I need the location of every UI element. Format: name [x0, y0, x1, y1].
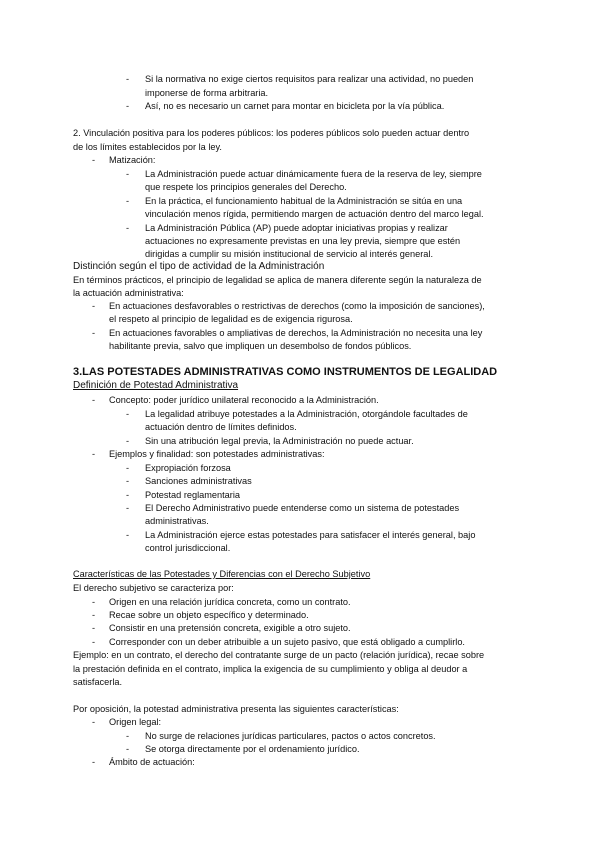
bullet-dash: - — [92, 155, 96, 165]
bullet-dash: - — [126, 409, 130, 419]
matizacion-item-2-line-1: En la práctica, el funcionamiento habitual de la Administración se sitúa en una — [145, 196, 463, 206]
ejemplo-line-2: la prestación definida en el contrato, implica la exigencia de su cumplimiento y obliga al deudor a — [73, 664, 468, 674]
definicion-title: Definición de Potestad Administrativa — [73, 380, 239, 391]
concepto-item-1-line-1: La legalidad atribuye potestades a la Administración, otorgándole facultades de — [145, 409, 468, 419]
concepto-item-2-line-1: Sin una atribución legal previa, la Administración no puede actuar. — [145, 436, 414, 446]
bullet-dash: - — [126, 223, 130, 233]
bullet-dash: - — [126, 436, 130, 446]
ejemplo-line-3: satisfacerla. — [73, 677, 123, 687]
bullet-dash: - — [92, 395, 96, 405]
subjetivo-item-2: Recae sobre un objeto específico y determinado. — [109, 610, 309, 620]
ejemplos-item-5-line-1: La Administración ejerce estas potestades para satisfacer el interés general, bajo — [145, 530, 476, 540]
concepto-item-1-line-2: actuación dentro de límites definidos. — [145, 422, 297, 432]
matizacion-item-2-line-2: vinculación menos rígida, permitiendo margen de actuación dentro del marco legal. — [145, 209, 484, 219]
oposicion-intro: Por oposición, la potestad administrativa presenta las siguientes características: — [73, 704, 399, 714]
matizacion-item-3-line-3: dirigidas a cumplir su misión institucional de servicio al interés general. — [145, 249, 434, 259]
subjetivo-item-1: Origen en una relación jurídica concreta, como un contrato. — [109, 597, 351, 607]
bullet-dash: - — [126, 169, 130, 179]
distincion-title: Distinción según el tipo de actividad de la Administración — [73, 261, 325, 272]
top-item-2-line-1: Así, no es necesario un carnet para montar en bicicleta por la vía pública. — [145, 101, 445, 111]
matizacion-item-1-line-1: La Administración puede actuar dinámicamente fuera de la reserva de ley, siempre — [145, 169, 482, 179]
bullet-dash: - — [126, 74, 130, 84]
bullet-dash: - — [92, 637, 96, 647]
origen-label: Origen legal: — [109, 717, 162, 727]
distincion-line-2: la actuación administrativa: — [73, 288, 184, 298]
distincion-item-1-line-2: el respeto al principio de legalidad es de exigencia rigurosa. — [109, 314, 353, 324]
concepto-label: Concepto: poder jurídico unilateral reconocido a la Administración. — [109, 395, 379, 405]
bullet-dash: - — [92, 757, 96, 767]
ejemplos-item-2: Sanciones administrativas — [145, 476, 252, 486]
distincion-line-1: En términos prácticos, el principio de legalidad se aplica de manera diferente según la naturaleza de — [73, 275, 482, 285]
ejemplos-item-5-line-2: control jurisdiccional. — [145, 543, 231, 553]
top-item-1-line-2: imponerse de forma arbitraria. — [145, 88, 269, 98]
bullet-dash: - — [126, 490, 130, 500]
bullet-dash: - — [126, 196, 130, 206]
bullet-dash: - — [126, 476, 130, 486]
ejemplos-item-4-line-1: El Derecho Administrativo puede entenderse como un sistema de potestades — [145, 503, 460, 513]
subjetivo-item-4: Corresponder con un deber atribuible a un sujeto pasivo, que está obligado a cumplirlo. — [109, 637, 465, 647]
bullet-dash: - — [92, 301, 96, 311]
subjetivo-item-3: Consistir en una pretensión concreta, exigible a otro sujeto. — [109, 623, 351, 633]
ejemplos-item-4-line-2: administrativas. — [145, 516, 209, 526]
bullet-dash: - — [126, 503, 130, 513]
top-item-1-line-1: Si la normativa no exige ciertos requisitos para realizar una actividad, no pueden — [145, 74, 474, 84]
ejemplo-line-1: Ejemplo: en un contrato, el derecho del contratante surge de un pacto (relación jurídica), recae sobre — [73, 650, 485, 660]
bullet-dash: - — [126, 530, 130, 540]
distincion-item-1-line-1: En actuaciones desfavorables o restrictivas de derechos (como la imposición de sanciones), — [109, 301, 485, 311]
bullet-dash: - — [126, 463, 130, 473]
ejemplos-item-1: Expropiación forzosa — [145, 463, 231, 473]
matizacion-item-1-line-2: que respete los principios generales del Derecho. — [145, 182, 347, 192]
origen-item-2: Se otorga directamente por el ordenamiento jurídico. — [145, 744, 360, 754]
ejemplos-label: Ejemplos y finalidad: son potestades administrativas: — [109, 449, 325, 459]
bullet-dash: - — [126, 744, 130, 754]
bullet-dash: - — [92, 623, 96, 633]
distincion-item-2-line-2: habilitante previa, salvo que impliquen un desembolso de fondos públicos. — [109, 341, 412, 351]
section2-line-2: de los límites establecidos por la ley. — [73, 142, 222, 152]
section3-heading: 3.LAS POTESTADES ADMINISTRATIVAS COMO INSTRUMENTOS DE LEGALIDAD — [73, 366, 498, 378]
ejemplos-item-3: Potestad reglamentaria — [145, 490, 240, 500]
matizacion-item-3-line-1: La Administración Pública (AP) puede adoptar iniciativas propias y realizar — [145, 223, 448, 233]
origen-item-1: No surge de relaciones jurídicas particulares, pactos o actos concretos. — [145, 731, 436, 741]
caracteristicas-title: Características de las Potestades y Diferencias con el Derecho Subjetivo — [73, 569, 371, 579]
matizacion-item-3-line-2: actuaciones no expresamente previstas en una ley previa, siempre que estén — [145, 236, 461, 246]
bullet-dash: - — [92, 597, 96, 607]
distincion-item-2-line-1: En actuaciones favorables o ampliativas de derechos, la Administración no necesita una ley — [109, 328, 483, 338]
ambito-label: Ámbito de actuación: — [109, 757, 195, 767]
matizacion-label: Matización: — [109, 155, 156, 165]
bullet-dash: - — [126, 101, 130, 111]
bullet-dash: - — [92, 328, 96, 338]
bullet-dash: - — [92, 449, 96, 459]
bullet-dash: - — [92, 717, 96, 727]
section2-line-1: 2. Vinculación positiva para los poderes públicos: los poderes públicos solo pueden actuar dentro — [73, 128, 470, 138]
subjetivo-intro: El derecho subjetivo se caracteriza por: — [73, 583, 234, 593]
bullet-dash: - — [126, 731, 130, 741]
bullet-dash: - — [92, 610, 96, 620]
